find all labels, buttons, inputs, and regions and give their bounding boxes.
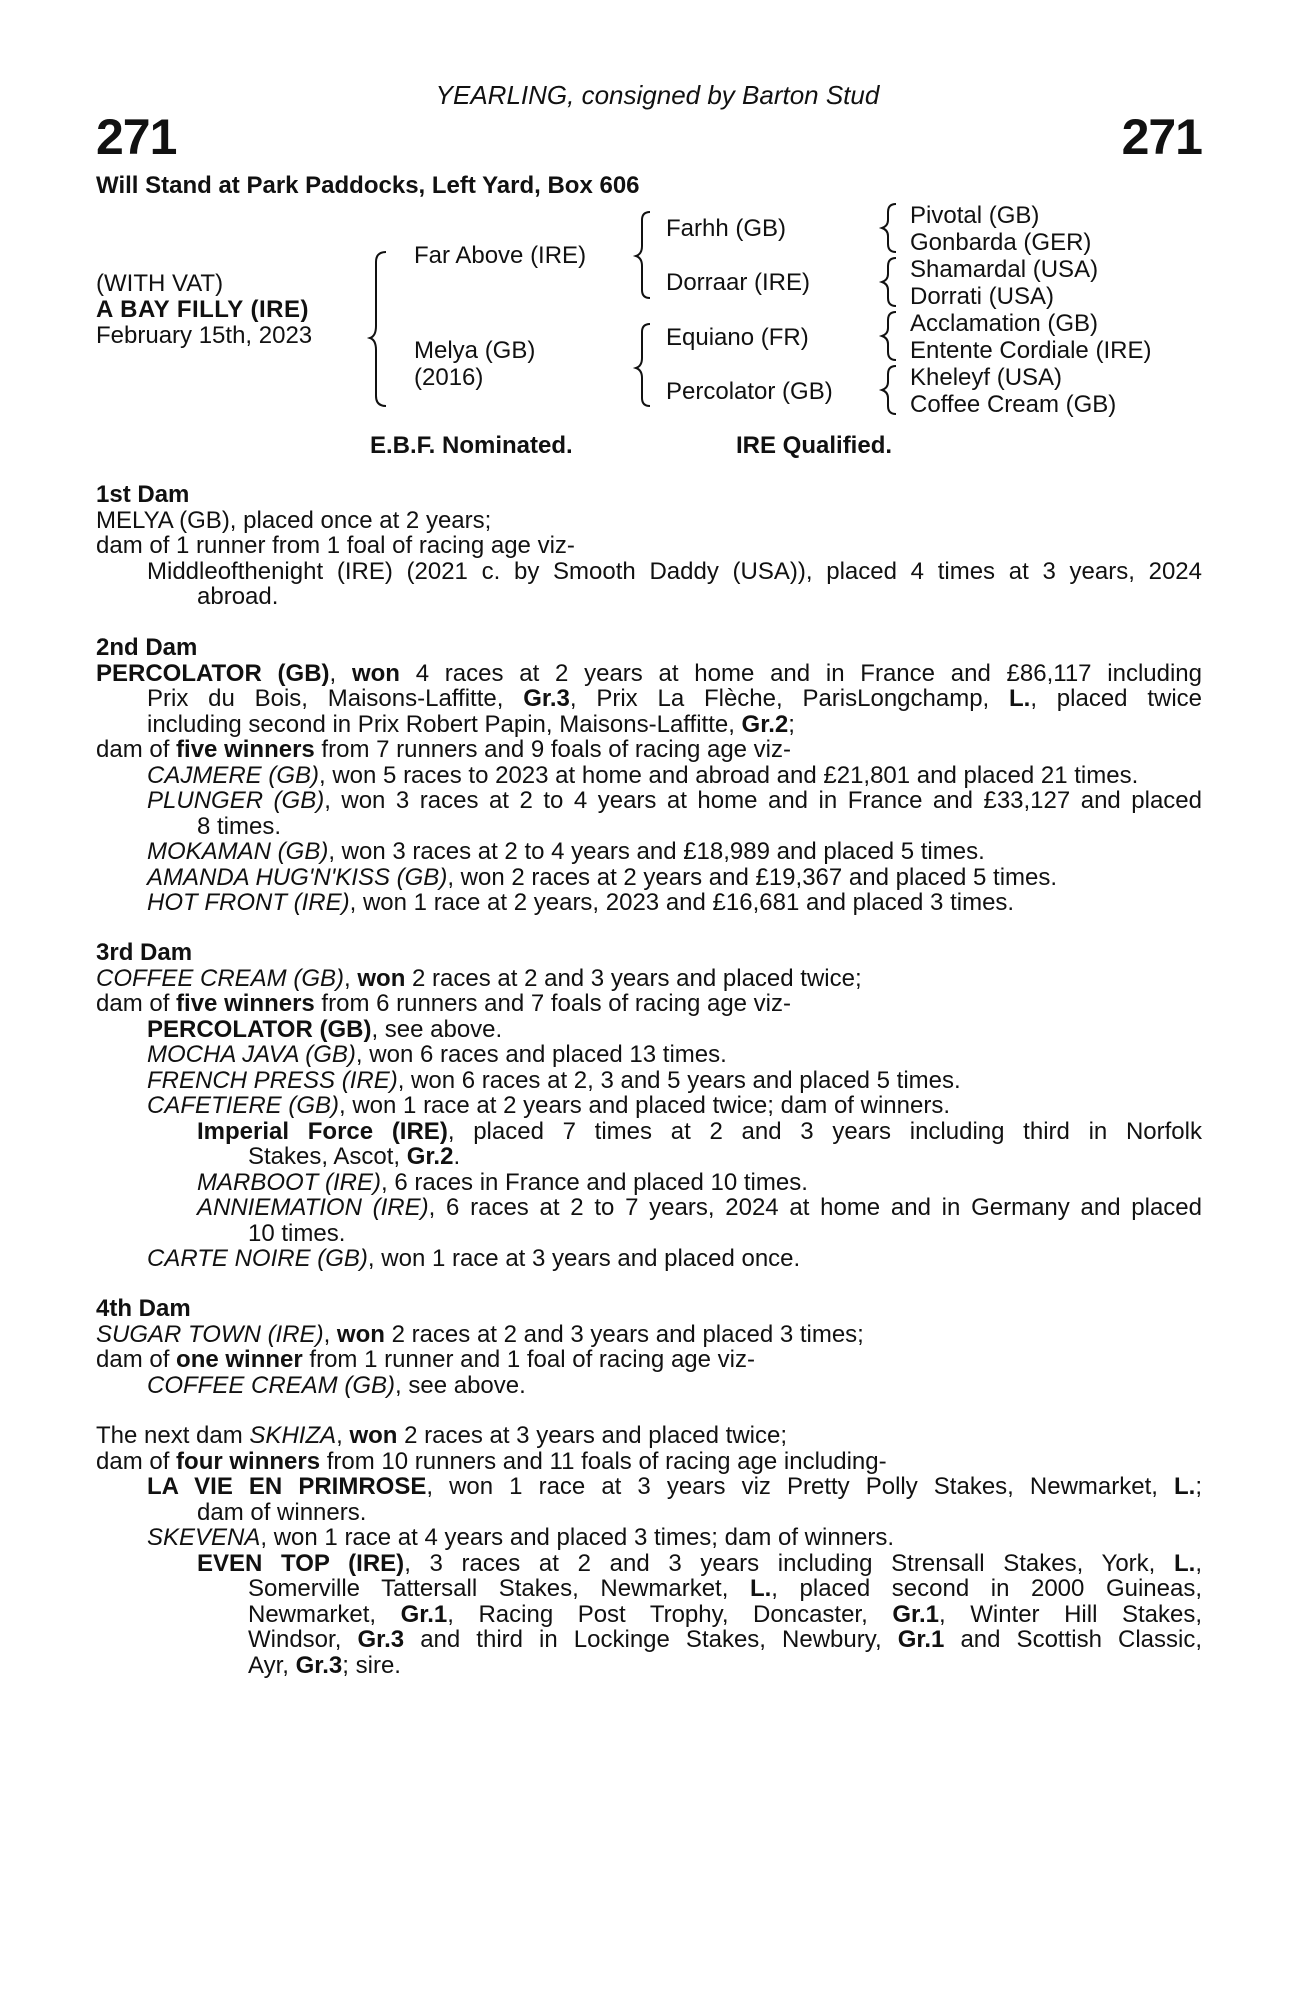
section-heading: 1st Dam: [96, 481, 190, 508]
produce-entry: Middleofthenight (IRE) (2021 c. by Smooth Daddy (USA)), placed 4 times at 3 years, 2024: [147, 557, 1202, 585]
won-label: won: [336, 1320, 385, 1348]
grade-label: Gr.2: [741, 710, 789, 738]
produce-record: ; sire.: [342, 1651, 401, 1679]
lot-number-left: 271: [96, 109, 177, 165]
produce-record: , Racing Post Trophy, Doncaster,: [447, 1600, 893, 1628]
dam-summary: [96, 1423, 1202, 1449]
dam-name: PERCOLATOR (GB): [96, 659, 330, 687]
produce-record: , placed second in 2000 Guineas,: [771, 1575, 1203, 1602]
grade-label: Gr.2: [406, 1143, 454, 1170]
section-heading: 2nd Dam: [96, 634, 198, 661]
sire-dam: Dorraar (IRE): [666, 269, 811, 296]
race-text: , placed twice: [1030, 685, 1202, 712]
produce-text: dam of: [96, 1447, 177, 1475]
grade-label: Gr.3: [523, 685, 570, 712]
sire-sire: Farhh (GB): [666, 215, 787, 242]
produce-record: , 6 races in France and placed 10 times.: [381, 1168, 808, 1196]
ebf-nomination: E.B.F. Nominated.: [370, 432, 573, 459]
race-text: including second in Prix Robert Papin, Maisons-Laffitte,: [147, 710, 742, 738]
grade-label: Gr.1: [400, 1600, 448, 1628]
produce-name: ANNIEMATION (IRE): [197, 1194, 429, 1221]
produce-record: , see above.: [371, 1015, 503, 1043]
produce-name: FRENCH PRESS (IRE): [147, 1066, 398, 1094]
grand-produce-entry-continued: [96, 1576, 1202, 1602]
grand-produce-entry-continued: 10 times.: [248, 1219, 346, 1247]
produce-name: Imperial Force (IRE): [197, 1117, 448, 1145]
race-text: , Prix La Flèche, ParisLongchamp,: [569, 685, 1010, 712]
race-text: ;: [788, 710, 795, 738]
won-label: won: [349, 1422, 398, 1449]
listed-label: L.: [749, 1575, 772, 1602]
ggparent-6: Entente Cordiale (IRE): [910, 337, 1152, 364]
produce-record: ;: [1195, 1473, 1202, 1500]
produce-record: ,: [1195, 1549, 1203, 1577]
produce-text: from 6 runners and 7 foals of racing age viz-: [314, 990, 792, 1017]
listed-label: L.: [1009, 685, 1031, 712]
produce-name: MOKAMAN (GB): [147, 838, 329, 865]
dam: Melya (GB): [414, 337, 536, 364]
grade-label: Gr.1: [892, 1600, 940, 1628]
ggparent-7: Kheleyf (USA): [910, 364, 1063, 391]
produce-name: COFFEE CREAM (GB): [147, 1371, 396, 1399]
produce-record: , won 1 race at 3 years and placed once.: [367, 1245, 801, 1272]
foaling-date: February 15th, 2023: [96, 322, 313, 349]
listed-label: L.: [1174, 1473, 1196, 1500]
sire: Far Above (IRE): [414, 242, 587, 269]
produce-name: CAJMERE (GB): [147, 761, 320, 789]
grand-produce-entry: [96, 1170, 1202, 1196]
produce-record: Newmarket,: [248, 1600, 401, 1628]
produce-record: and Scottish Classic,: [944, 1626, 1203, 1653]
grade-label: Gr.3: [295, 1651, 343, 1679]
next-dam-section: [96, 1423, 1202, 1678]
produce-summary: [96, 737, 1202, 763]
produce-summary: dam of 1 runner from 1 foal of racing age viz-: [96, 532, 575, 559]
vat-note: (WITH VAT): [96, 270, 224, 297]
ggparent-1: Pivotal (GB): [910, 202, 1040, 229]
produce-text: dam of: [96, 736, 177, 763]
dam-summary: COFFEE CREAM (GB), won 2 races at 2 and 3 years and placed twice;: [96, 964, 862, 992]
produce-text: from 7 runners and 9 foals of racing age viz-: [314, 736, 792, 763]
winners-count: five winners: [176, 736, 315, 763]
dam-dam: Percolator (GB): [666, 378, 833, 405]
produce-record: and third in Lockinge Stakes, Newbury,: [404, 1626, 898, 1653]
grand-produce-entry-continued: [96, 1144, 1202, 1170]
produce-entry: [96, 1525, 1202, 1551]
produce-record: Ayr,: [248, 1651, 296, 1679]
produce-summary: [96, 991, 1202, 1017]
ire-qualification: IRE Qualified.: [736, 432, 893, 459]
produce-entry: [96, 763, 1202, 789]
produce-name: PLUNGER (GB): [147, 787, 325, 814]
produce-entry: [96, 1474, 1202, 1500]
produce-name: CARTE NOIRE (GB): [147, 1245, 368, 1272]
separator: ,: [336, 1422, 350, 1449]
produce-name: CAFETIERE (GB): [147, 1092, 340, 1119]
produce-text: from 10 runners and 11 foals of racing age including-: [320, 1447, 887, 1475]
ggparent-3: Shamardal (USA): [910, 256, 1099, 283]
produce-name: LA VIE EN PRIMROSE: [147, 1473, 427, 1500]
produce-entry: [96, 1246, 1202, 1272]
horse-name: A BAY FILLY (IRE): [96, 296, 309, 323]
produce-record: Windsor,: [248, 1626, 358, 1653]
produce-record: , won 6 races at 2, 3 and 5 years and placed 5 times.: [397, 1066, 961, 1094]
produce-record: , won 1 race at 3 years viz Pretty Polly Stakes, Newmarket,: [426, 1473, 1174, 1500]
produce-record: , won 2 races at 2 years and £19,367 and placed 5 times.: [447, 863, 1058, 891]
intro-text: The next dam: [96, 1422, 250, 1449]
section-heading: 3rd Dam: [96, 939, 193, 966]
produce-record: , 3 races at 2 and 3 years including Strensall Stakes, York,: [404, 1549, 1175, 1577]
won-label: won: [357, 964, 406, 992]
produce-record: Stakes, Ascot,: [248, 1143, 407, 1170]
second-dam-section: [96, 635, 1202, 916]
grade-label: Gr.1: [897, 1626, 945, 1653]
race-record: 2 races at 2 and 3 years and placed twice;: [405, 964, 862, 992]
produce-record: Somerville Tattersall Stakes, Newmarket,: [248, 1575, 750, 1602]
won-label: won: [351, 659, 400, 687]
produce-record: , 6 races at 2 to 7 years, 2024 at home and in Germany and placed: [428, 1194, 1202, 1221]
lot-number-right: 271: [1121, 109, 1202, 165]
produce-record: , won 5 races to 2023 at home and abroad and £21,801 and placed 21 times.: [319, 761, 1139, 789]
produce-entry: [96, 890, 1202, 916]
produce-name: SKEVENA: [147, 1524, 261, 1551]
dam-name: SKHIZA: [249, 1422, 337, 1449]
pedigree-braces: [0, 0, 1315, 430]
dam-name: COFFEE CREAM (GB): [96, 964, 345, 992]
race-record: 2 races at 3 years and placed twice;: [397, 1422, 787, 1449]
dam-summary: MELYA (GB), placed once at 2 years;: [96, 506, 492, 534]
dam-sire: Equiano (FR): [666, 324, 809, 351]
winners-count: one winner: [176, 1346, 303, 1373]
produce-record: , see above.: [395, 1371, 526, 1399]
produce-name: AMANDA HUG'N'KISS (GB): [147, 863, 448, 891]
produce-record: , won 3 races at 2 to 4 years at home and in France and £33,127 and placed: [324, 787, 1203, 814]
grand-produce-entry-continued: [96, 1627, 1202, 1653]
dam-summary: SUGAR TOWN (IRE), won 2 races at 2 and 3 years and placed 3 times;: [96, 1320, 864, 1348]
dam-summary: PERCOLATOR (GB), won 4 races at 2 years at home and in France and £86,117 including: [96, 659, 1202, 687]
produce-name: HOT FRONT (IRE): [147, 889, 350, 916]
consignment-header: YEARLING, consigned by Barton Stud: [435, 80, 880, 110]
grand-produce-entry: [96, 1195, 1202, 1221]
produce-text: dam of: [96, 1346, 177, 1373]
produce-entry: [96, 1093, 1202, 1119]
race-record: 2 races at 2 and 3 years and placed 3 times;: [384, 1320, 864, 1348]
produce-record: , won 3 races at 2 to 4 years and £18,989 and placed 5 times.: [328, 838, 985, 865]
race-text: Prix du Bois, Maisons-Laffitte,: [147, 685, 524, 712]
produce-entry-continued: abroad.: [197, 583, 279, 610]
produce-text: dam of: [96, 990, 177, 1017]
stable-location: Will Stand at Park Paddocks, Left Yard, Box 606: [96, 172, 640, 199]
produce-entry: [96, 1042, 1202, 1068]
winners-count: five winners: [176, 990, 315, 1017]
ggparent-8: Coffee Cream (GB): [910, 391, 1117, 418]
grand-produce-entry-continued: [96, 1602, 1202, 1628]
produce-record: , won 1 race at 2 years, 2023 and £16,681 and placed 3 times.: [349, 889, 1015, 916]
produce-text: from 1 runner and 1 foal of racing age viz-: [302, 1346, 755, 1373]
section-heading: 4th Dam: [96, 1295, 191, 1322]
first-dam-section: [96, 482, 1202, 610]
produce-record: , won 1 race at 2 years and placed twice; dam of winners.: [339, 1092, 950, 1119]
produce-record: .: [453, 1143, 461, 1170]
third-dam-section: [96, 940, 1202, 1272]
produce-summary: [96, 1449, 1202, 1475]
produce-entry: [96, 788, 1202, 814]
dam-name: SUGAR TOWN (IRE): [96, 1320, 324, 1348]
produce-entry: [96, 1373, 1202, 1399]
produce-record: , won 1 race at 4 years and placed 3 times; dam of winners.: [260, 1524, 895, 1551]
race-record: 4 races at 2 years at home and in France and £86,117 including: [399, 659, 1202, 687]
produce-name: EVEN TOP (IRE): [197, 1549, 405, 1577]
produce-entry: [96, 865, 1202, 891]
produce-record: , Winter Hill Stakes,: [939, 1600, 1202, 1628]
race-record-continued: [96, 712, 1202, 738]
produce-record: , won 6 races and placed 13 times.: [355, 1041, 727, 1068]
grade-label: Gr.3: [357, 1626, 405, 1653]
produce-entry: [96, 839, 1202, 865]
produce-entry: [96, 1068, 1202, 1094]
dam-year: (2016): [414, 364, 484, 391]
listed-label: L.: [1174, 1549, 1196, 1577]
winners-count: four winners: [176, 1447, 321, 1475]
produce-entry-continued: 8 times.: [197, 812, 282, 840]
ggparent-5: Acclamation (GB): [910, 310, 1099, 337]
produce-record: , placed 7 times at 2 and 3 years including third in Norfolk: [447, 1117, 1202, 1145]
produce-name: PERCOLATOR (GB): [147, 1015, 372, 1043]
grand-produce-entry: [96, 1119, 1202, 1145]
ggparent-2: Gonbarda (GER): [910, 229, 1092, 256]
race-record-continued: [96, 686, 1202, 712]
grand-produce-entry: [96, 1551, 1202, 1577]
produce-entry: [96, 1017, 1202, 1043]
produce-name: MOCHA JAVA (GB): [147, 1041, 356, 1068]
grand-produce-entry-continued: [96, 1653, 1202, 1679]
fourth-dam-section: [96, 1296, 1202, 1398]
produce-name: MARBOOT (IRE): [197, 1168, 381, 1196]
produce-entry-continued: dam of winners.: [197, 1498, 367, 1526]
produce-summary: [96, 1347, 1202, 1373]
ggparent-4: Dorrati (USA): [910, 283, 1055, 310]
